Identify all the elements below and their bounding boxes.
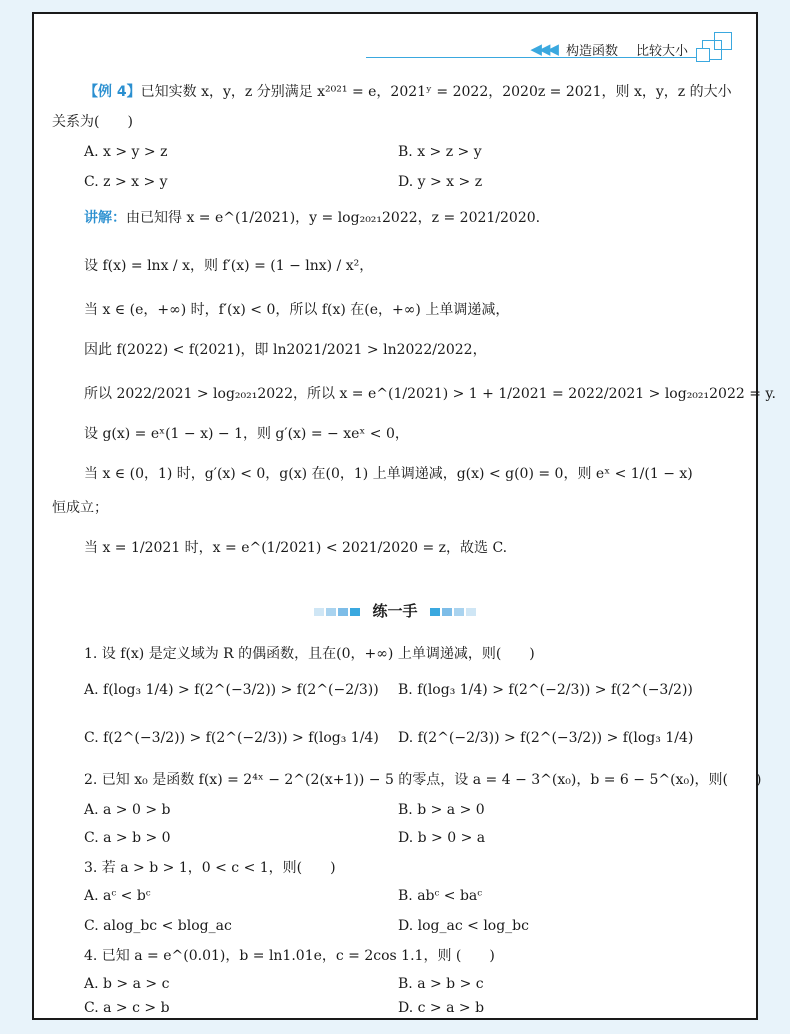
practice-title-text: 练一手	[372, 602, 418, 620]
running-header	[530, 36, 736, 62]
solution-line-2: 设 f(x) = lnx / x，则 f′(x) = (1 − lnx) / x²，	[84, 258, 374, 274]
solution-line-7: 当 x ∈ (0，1) 时，g′(x) < 0，g(x) 在(0，1) 上单调递减，g(x) < g(0) = 0，则 eˣ < 1/(1 − x)	[84, 466, 693, 482]
q3-option-d: D. log_ac < log_bc	[398, 918, 529, 934]
solution-line-9: 当 x = 1/2021 时，x = e^(1/2021) < 2021/2020 = z，故选 C.	[84, 540, 508, 556]
solution-line-5: 所以 2022/2021 > log₂₀₂₁2022，所以 x = e^(1/2021) > 1 + 1/2021 = 2022/2021 > log₂₀₂₁2022 = y.	[84, 386, 776, 402]
q4-option-a: A. b > a > c	[84, 976, 170, 992]
q3-option-b: B. abᶜ < baᶜ	[398, 888, 483, 904]
solution-line-1	[84, 208, 540, 228]
solution-line-3: 当 x ∈ (e，+∞) 时，f′(x) < 0，所以 f(x) 在(e，+∞) 上单调递减，	[84, 302, 510, 318]
header-section: 构造函数	[565, 43, 618, 59]
q3-option-c: C. alog_bc < blog_ac	[84, 918, 232, 934]
q2-option-b: B. b > a > 0	[398, 802, 485, 818]
q1-option-d: D. f(2^(−2/3)) > f(2^(−3/2)) > f(log₃ 1/4)	[398, 730, 694, 746]
q4-stem: 4. 已知 a = e^(0.01)，b = ln1.01e，c = 2cos 1.1，则 ( )	[84, 948, 495, 964]
example-option-c: C. z > x > y	[84, 174, 168, 190]
practice-title	[34, 600, 756, 621]
example-option-d: D. y > x > z	[398, 174, 483, 190]
q1-stem: 1. 设 f(x) 是定义域为 R 的偶函数，且在(0，+∞) 上单调递减，则( )	[84, 646, 535, 662]
solution-line-4: 因此 f(2022) < f(2021)，即 ln2021/2021 > ln2022/2022，	[84, 342, 487, 358]
example-line-2: 关系为( )	[52, 114, 133, 130]
q2-option-a: A. a > 0 > b	[84, 802, 171, 818]
title-deco-icon	[314, 608, 324, 616]
solution-text-1: 由已知得 x = e^(1/2021)，y = log₂₀₂₁2022，z = 2021/2020.	[126, 210, 541, 226]
q3-stem: 3. 若 a > b > 1，0 < c < 1，则( )	[84, 860, 336, 876]
q4-option-c: C. a > c > b	[84, 1000, 170, 1016]
q1-option-c: C. f(2^(−3/2)) > f(2^(−2/3)) > f(log₃ 1/4)	[84, 730, 379, 746]
header-subsection: 比较大小	[635, 43, 688, 59]
q4-option-d: D. c > a > b	[398, 1000, 485, 1016]
solution-line-8: 恒成立；	[52, 500, 108, 516]
q2-option-c: C. a > b > 0	[84, 830, 171, 846]
q2-option-d: D. b > 0 > a	[398, 830, 486, 846]
solution-line-6: 设 g(x) = eˣ(1 − x) − 1，则 g′(x) = − xeˣ < 0，	[84, 426, 409, 442]
example-stem: 已知实数 x，y，z 分别满足 x²⁰²¹ = e，2021ʸ = 2022，2020z = 2021，则 x，y，z 的大小	[140, 84, 732, 100]
header-deco-icon	[696, 36, 736, 62]
example-tag: 【例 4】	[84, 84, 141, 100]
chevrons-icon: ◀◀◀	[530, 40, 556, 58]
q3-option-a: A. aᶜ < bᶜ	[84, 888, 151, 904]
solution-label: 讲解：	[84, 210, 126, 226]
example-option-b: B. x > z > y	[398, 144, 482, 160]
page	[32, 12, 776, 1020]
example-option-a: A. x > y > z	[84, 144, 168, 160]
example-line-1	[84, 82, 732, 102]
q4-option-b: B. a > b > c	[398, 976, 484, 992]
q1-option-a: A. f(log₃ 1/4) > f(2^(−3/2)) > f(2^(−2/3))	[84, 682, 379, 698]
q1-option-b: B. f(log₃ 1/4) > f(2^(−2/3)) > f(2^(−3/2))	[398, 682, 693, 698]
q2-stem: 2. 已知 x₀ 是函数 f(x) = 2⁴ˣ − 2^(2(x+1)) − 5 的零点，设 a = 4 − 3^(x₀)，b = 6 − 5^(x₀)，则( )	[84, 772, 762, 788]
